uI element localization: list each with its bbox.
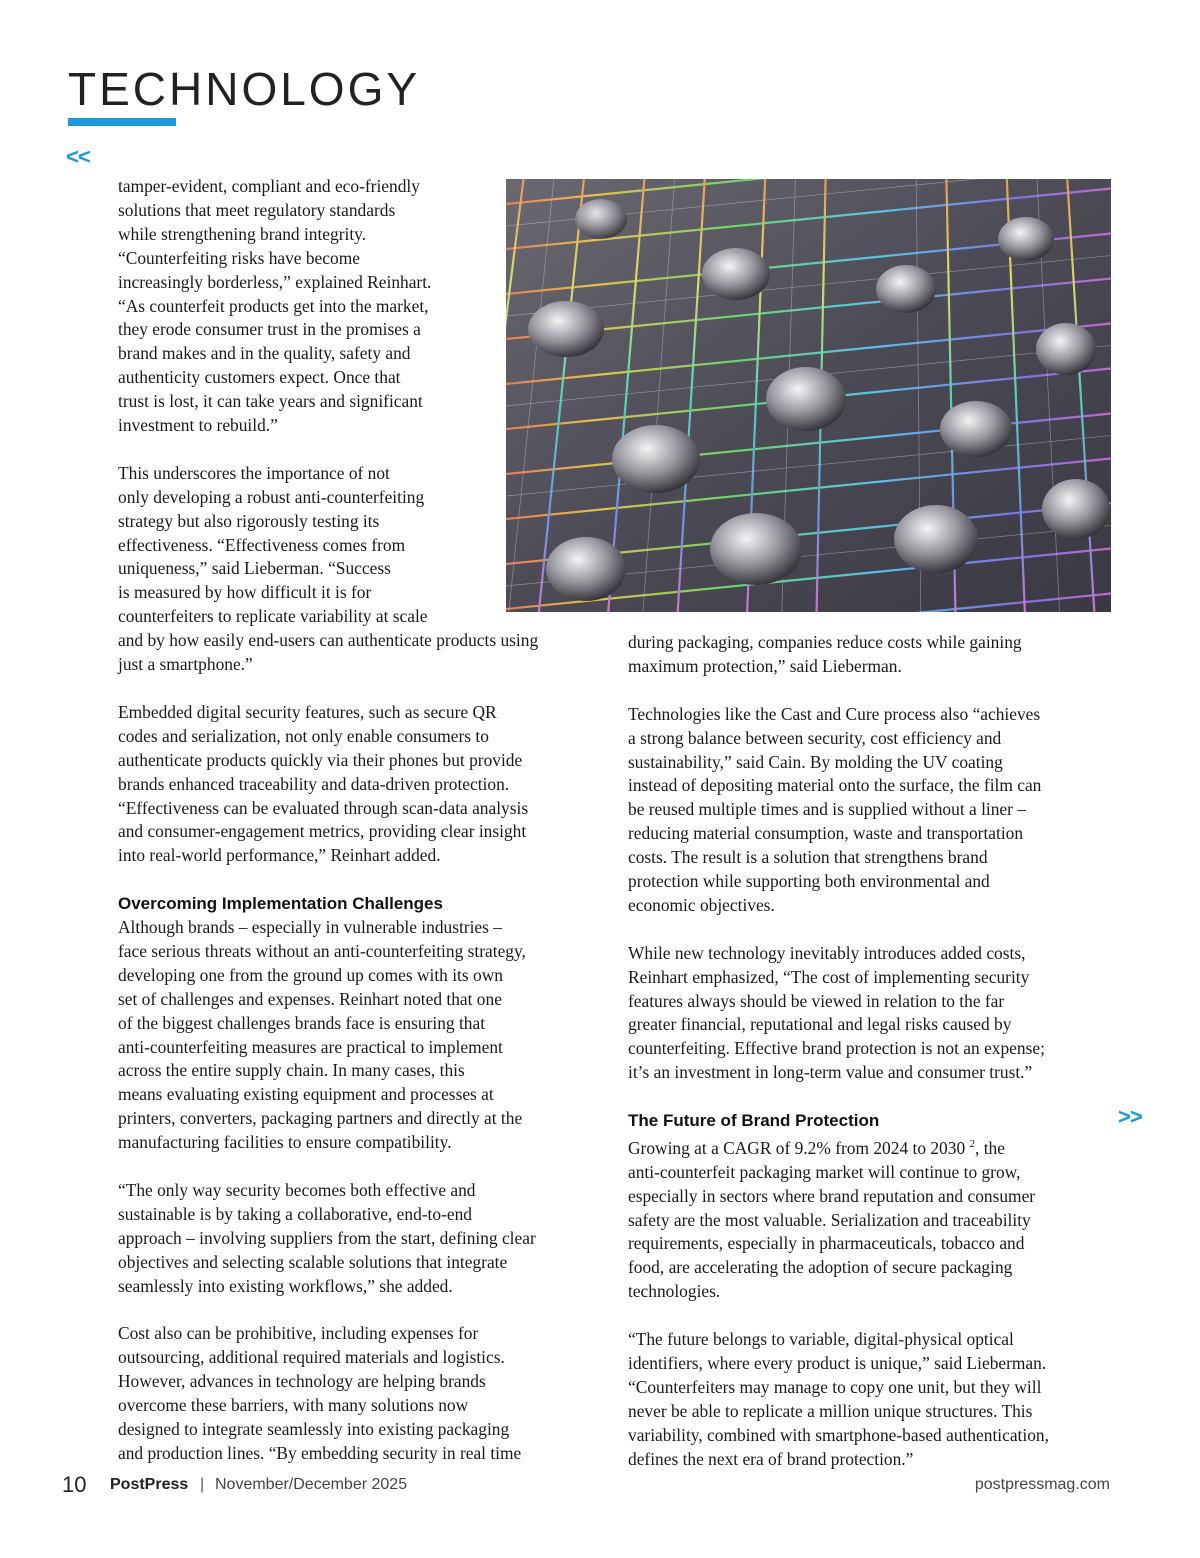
subheading-future-brand-protection: The Future of Brand Protection [628,1111,880,1131]
website-link[interactable]: postpressmag.com [974,1476,1110,1493]
paragraph: Cost also can be prohibitive, including expenses for outsourcing, additional required materials and logistics. However, advances in technology are helping brands overcome these barriers, with many solutions now designed to integrate seamlessly into existing packaging and production lines. “By embedding security in real time [118,1323,522,1463]
paragraph: during packaging, companies reduce costs while gaining maximum protection,” said Lieberman. [628,632,1022,676]
paragraph: Although brands – especially in vulnerable industries – face serious threats without an anti-counterfeiting strategy, developing one from the ground up comes with its own set of challenges and expenses. Reinhart noted that one of the biggest challenges brands face is ensuring that anti-counterfeiting measures are practical to implement across the entire supply chain. In many cases, this means evaluating existing equipment and processes at printers, converters, packaging partners and directly at the manufacturing facilities to ensure compatibility. [118,917,526,1153]
paragraph: “The only way security becomes both effective and sustainable is by taking a collaborative, end-to-end approach – involving suppliers from the start, defining clear objectives and selecting scalable solutions that integrate seamlessly into existing workflows,” she added. [118,1180,536,1296]
title-underline-bar [68,118,176,126]
article-left-column [118,175,608,1466]
text-run: Growing at a CAGR of 9.2% from 2024 to 2030 [628,1137,970,1158]
article-right-column [628,631,1118,1471]
paragraph: tamper-evident, compliant and eco-friendly solutions that meet regulatory standards while strengthening brand integrity. “Counterfeiting risks have become increasingly borderless,” explained Reinhart. “As counterfeit products get into the market, they erode consumer trust in the promises a brand makes and in the quality, safety and authenticity customers expect. Once that trust is lost, it can take years and significant investment to rebuild.” [118,176,432,436]
paragraph: Technologies like the Cast and Cure process also “achieves a strong balance between security, cost efficiency and sustainability,” said Cain. By molding the UV coating instead of depositing material onto the surface, the film can be reused multiple times and is supplied without a liner – reducing material consumption, waste and transportation costs. The result is a solution that strengthens brand protection while supporting both environmental and economic objectives. [628,703,1042,915]
publication-name: PostPress [110,1476,189,1493]
paragraph: Embedded digital security features, such as secure QR codes and serialization, not only enable consumers to authenticate products quickly via their phones but provide brands enhanced traceability and data-driven protection. “Effectiveness can be evaluated through scan-data analysis and consumer-engagement metrics, providing clear insight into real-world performance,” Reinhart added. [118,701,529,866]
issue-date: November/December 2025 [215,1476,408,1493]
paragraph: “The future belongs to variable, digital-physical optical identifiers, where every product is unique,” said Lieberman. “Counterfeiters may manage to copy one unit, but they will never be able to replicate a million unique structures. This variability, combined with smartphone-based authentication, defines the next era of brand protection.” [628,1329,1049,1469]
footnote-ref: 2 [969,1137,975,1150]
text-run: , the anti-counterfeit packaging market will continue to grow, especially in sectors where brand reputation and consumer safety are the most valuable. Serialization and traceability requirements, especially in pharmaceuticals, tobacco and food, are accelerating the adoption of secure packaging technologies. [628,1137,1036,1302]
page-number: 10 [62,1472,87,1497]
footer-separator: | [200,1476,205,1493]
prev-page-marker[interactable]: << [66,144,90,169]
paragraph: This underscores the importance of not only developing a robust anti-counterfeiting strategy but also rigorously testing its effectiveness. “Effectiveness comes from uniqueness,” said Lieberman. “Success is measured by how difficult it is for counterfeiters to replicate variability at scale and by how easily end-users can authenticate products using just a smartphone.” [118,462,539,675]
paragraph [628,1133,1118,1304]
next-page-marker[interactable]: >> [1118,1104,1142,1129]
paragraph: While new technology inevitably introduces added costs, Reinhart emphasized, “The cost of implementing security features always should be viewed in relation to the far greater financial, reputational and legal risks caused by counterfeiting. Effective brand protection is not an expense; it’s an investment in long-term value and consumer trust.” [628,942,1045,1083]
page-footer [0,1472,1200,1502]
section-title: TECHNOLOGY [68,63,421,115]
subheading-implementation-challenges: Overcoming Implementation Challenges [118,894,443,914]
